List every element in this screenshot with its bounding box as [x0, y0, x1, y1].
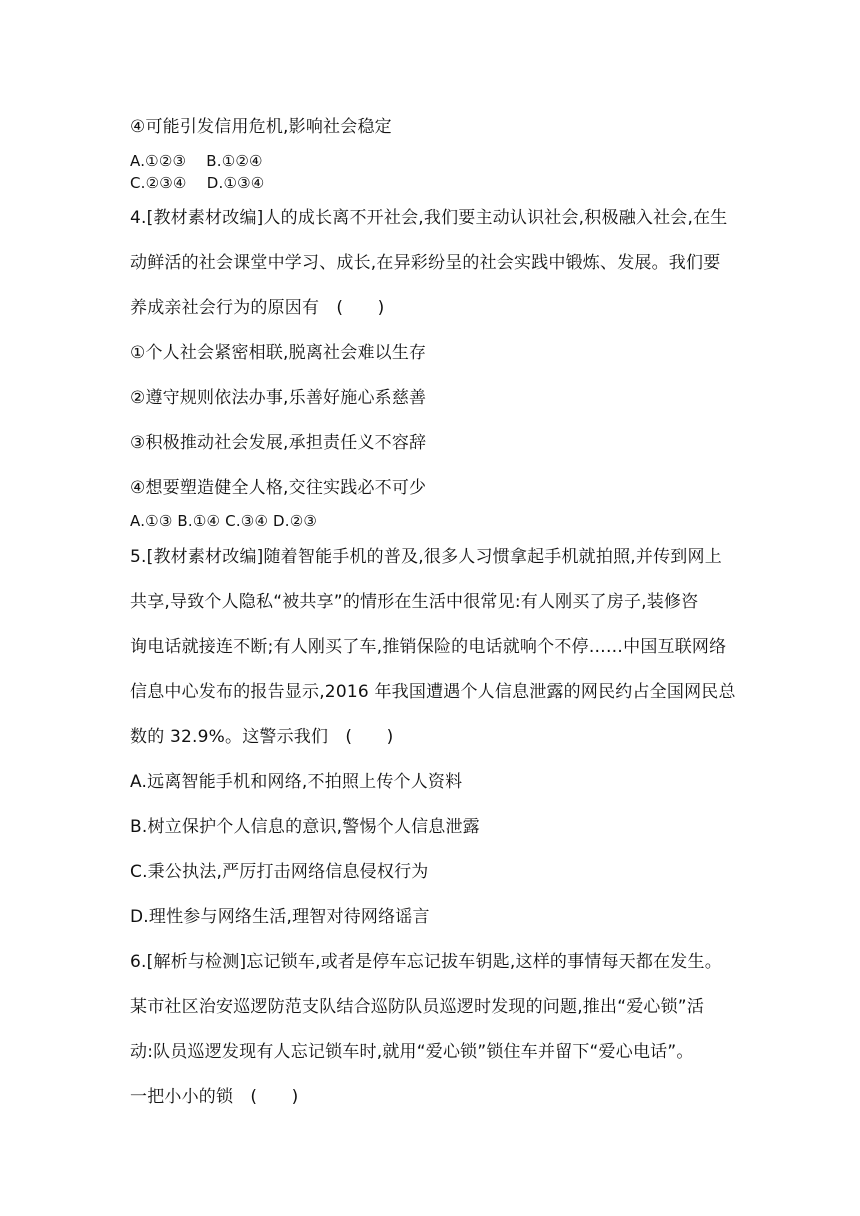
q3-item-4: ④可能引发信用危机,影响社会稳定: [130, 117, 392, 137]
q4-item-4: ④想要塑造健全人格,交往实践必不可少: [130, 478, 427, 498]
q4-stem-line-2: 动鲜活的社会课堂中学习、成长,在异彩纷呈的社会实践中锻炼、发展。我们要: [130, 253, 721, 273]
q5-stem-line-2: 共享,导致个人隐私“被共享”的情形在生活中很常见:有人刚买了房子,装修咨: [130, 592, 699, 612]
q6-stem-line-4: 一把小小的锁 ( ): [130, 1087, 299, 1107]
q5-stem-line-5: 数的 32.9%。这警示我们 ( ): [130, 727, 394, 747]
q4-options: A.①③ B.①④ C.③④ D.②③: [130, 512, 318, 530]
q6-stem-line-1: 6.[解析与检测]忘记锁车,或者是停车忘记拔车钥匙,这样的事情每天都在发生。: [130, 952, 722, 972]
q3-options-row-1: A.①②③ B.①②④: [130, 152, 263, 170]
q6-stem-line-2: 某市社区治安巡逻防范支队结合巡防队员巡逻时发现的问题,推出“爱心锁”活: [130, 997, 705, 1017]
q5-option-d: D.理性参与网络生活,理智对待网络谣言: [130, 907, 430, 927]
q4-item-1: ①个人社会紧密相联,脱离社会难以生存: [130, 343, 427, 363]
q5-stem-line-3: 询电话就接连不断;有人刚买了车,推销保险的电话就响个不停……中国互联网络: [130, 637, 727, 657]
q4-stem-line-3: 养成亲社会行为的原因有 ( ): [130, 298, 385, 318]
q4-stem-line-1: 4.[教材素材改编]人的成长离不开社会,我们要主动认识社会,积极融入社会,在生: [130, 208, 728, 228]
q5-option-c: C.秉公执法,严厉打击网络信息侵权行为: [130, 862, 429, 882]
q5-stem-line-4: 信息中心发布的报告显示,2016 年我国遭遇个人信息泄露的网民约占全国网民总: [130, 682, 736, 702]
q5-option-a: A.远离智能手机和网络,不拍照上传个人资料: [130, 772, 463, 792]
q3-options-row-2: C.②③④ D.①③④: [130, 174, 265, 192]
q5-stem-line-1: 5.[教材素材改编]随着智能手机的普及,很多人习惯拿起手机就拍照,并传到网上: [130, 547, 722, 567]
q4-item-2: ②遵守规则依法办事,乐善好施心系慈善: [130, 388, 427, 408]
q4-item-3: ③积极推动社会发展,承担责任义不容辞: [130, 433, 427, 453]
q6-stem-line-3: 动:队员巡逻发现有人忘记锁车时,就用“爱心锁”锁住车并留下“爱心电话”。: [130, 1042, 694, 1062]
q5-option-b: B.树立保护个人信息的意识,警惕个人信息泄露: [130, 817, 480, 837]
